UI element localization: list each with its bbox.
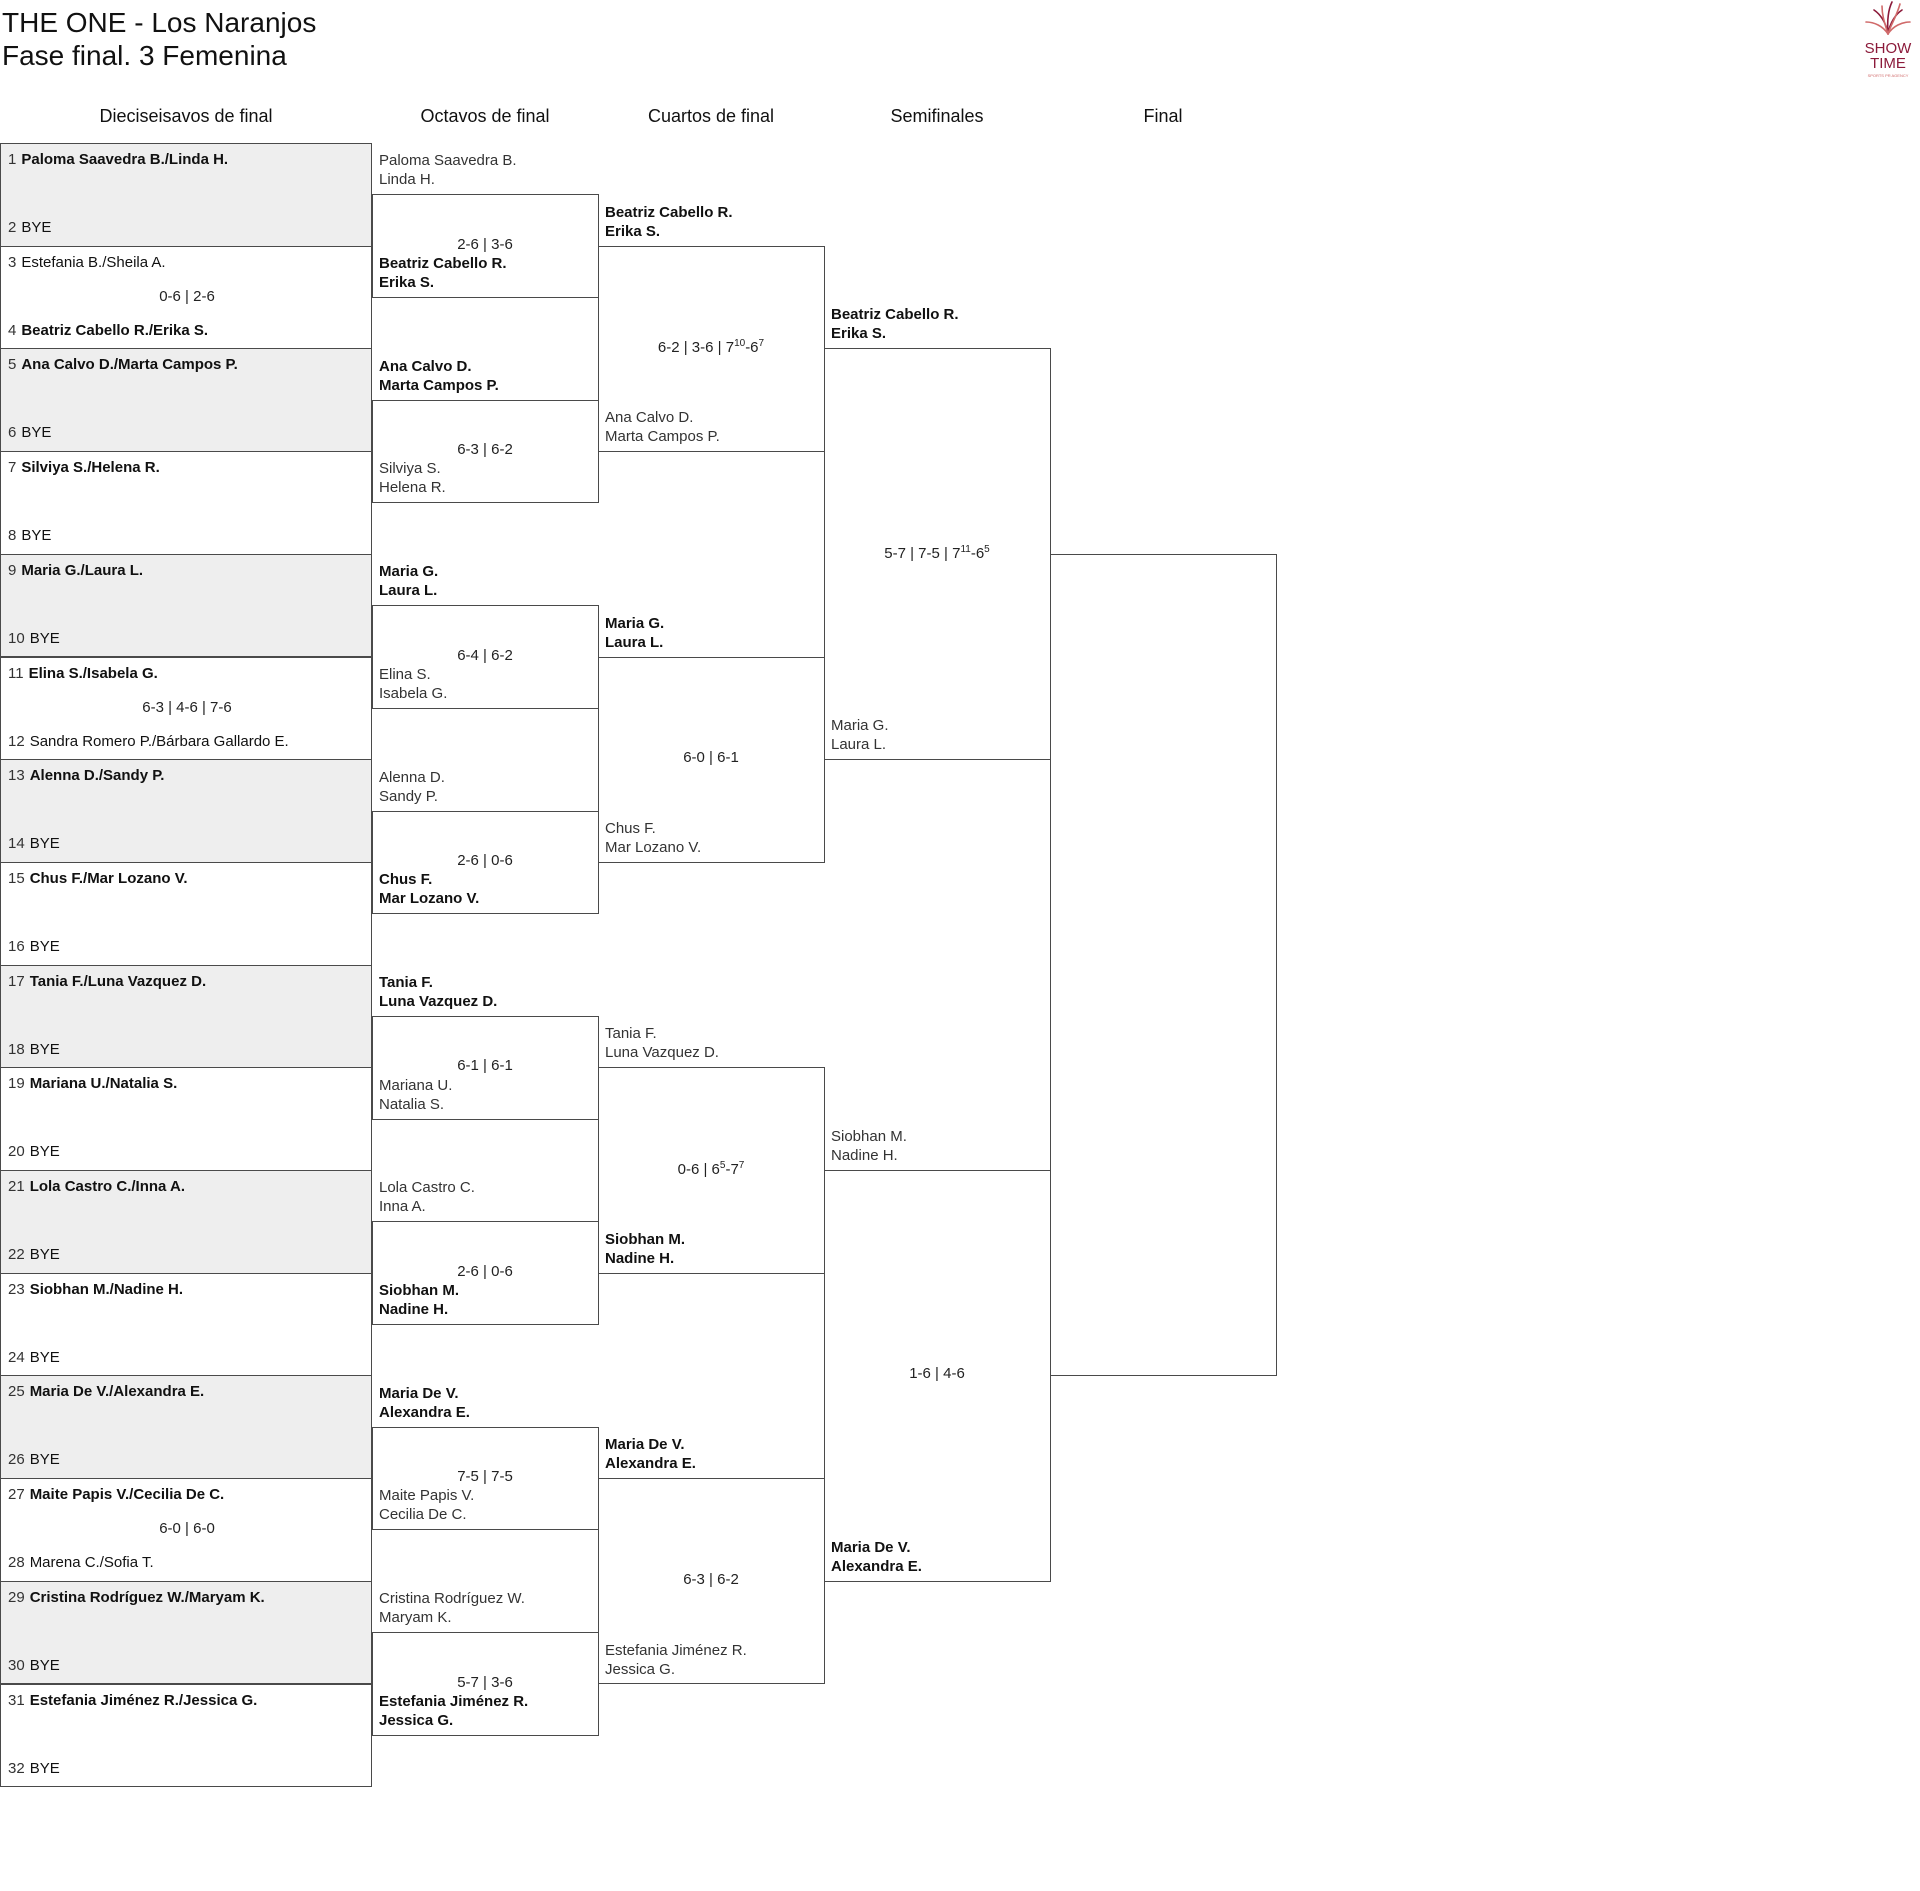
team-name: BYE (21, 527, 52, 545)
seed-number: 32 (8, 1759, 25, 1777)
r16-lower-team (379, 665, 447, 703)
team-name: Siobhan M./Nadine H. (29, 1280, 184, 1298)
seed-number: 18 (8, 1040, 25, 1058)
tiebreak-score: 7 (758, 338, 765, 350)
r32-entry (8, 630, 60, 647)
team-name: Ana Calvo D./Marta Campos P. (21, 356, 238, 374)
team-player-2: Erika S. (831, 325, 887, 343)
r32-entry (8, 219, 51, 236)
seed-number: 21 (8, 1178, 25, 1195)
team-player-2: Luna Vazquez D. (379, 992, 498, 1010)
sf-match-score (824, 1365, 1050, 1382)
r32-entry (8, 1281, 183, 1298)
team-player-2: Maryam K. (379, 1609, 452, 1627)
r16-upper-team (379, 357, 499, 395)
round-header-sf: Semifinales (890, 106, 984, 126)
team-player-1: Chus F. (379, 871, 433, 889)
r16-upper-team (379, 1178, 475, 1216)
r32-entry (8, 356, 238, 373)
seed-number: 6 (8, 424, 17, 442)
seed-number: 14 (8, 835, 25, 853)
team-player-1: Ana Calvo D. (605, 409, 694, 427)
team-player-1: Maria De V. (831, 1538, 911, 1556)
team-player-1: Cristina Rodríguez W. (379, 1590, 525, 1608)
team-player-1: Tania F. (379, 973, 433, 991)
r32-entry (8, 562, 143, 579)
team-player-2: Nadine H. (379, 1301, 449, 1319)
match-score: 6-0 | 6-0 (159, 1520, 215, 1538)
team-player-2: Inna A. (379, 1198, 426, 1216)
team-player-1: Lola Castro C. (379, 1179, 475, 1197)
sf-lower-team (831, 1538, 922, 1576)
set-score: -7 (725, 1161, 739, 1178)
team-player-1: Maria G. (605, 614, 665, 632)
qf-match-score (598, 1160, 824, 1178)
r16-upper-team (379, 1384, 470, 1422)
seed-number: 16 (8, 937, 25, 955)
round-header-final: Final (1143, 106, 1183, 126)
seed-number: 13 (8, 767, 25, 785)
tiebreak-score: 5 (984, 543, 990, 555)
r32-entry (8, 1246, 60, 1263)
r16-upper-team (379, 151, 517, 189)
team-player-1: Maria De V. (379, 1384, 459, 1402)
seed-number: 9 (8, 561, 17, 579)
match-score: 6-3 | 4-6 | 7-6 (142, 698, 232, 716)
team-player-1: Maite Papis V. (379, 1487, 475, 1505)
team-name: Silviya S./Helena R. (21, 459, 160, 477)
team-player-2: Mar Lozano V. (605, 838, 702, 856)
page-title (2, 6, 316, 72)
team-name: BYE (29, 1040, 60, 1058)
qf-upper-team (605, 614, 664, 652)
r32-entry (8, 459, 160, 476)
set-score: -6 (745, 339, 759, 357)
team-player-2: Mar Lozano V. (379, 890, 480, 908)
r32-entry (8, 665, 158, 682)
r32-match (0, 143, 372, 247)
team-name: Mariana U./Natalia S. (29, 1075, 178, 1093)
r16-match-score: 6-3 | 6-2 (457, 441, 513, 459)
team-player-1: Alenna D. (379, 768, 445, 786)
sf-upper-team (831, 1127, 907, 1165)
seed-number: 5 (8, 356, 17, 374)
r16-upper-team (379, 562, 438, 600)
seed-number: 7 (8, 459, 17, 477)
team-player-2: Helena R. (379, 479, 446, 497)
r32-entry (8, 1760, 60, 1777)
team-name: BYE (29, 629, 60, 647)
r16-match-score: 2-6 | 0-6 (457, 851, 513, 869)
team-player-2: Alexandra E. (605, 1455, 696, 1473)
team-player-2: Alexandra E. (379, 1403, 470, 1421)
team-player-2: Marta Campos P. (379, 376, 499, 394)
team-name: BYE (29, 835, 60, 853)
seed-number: 8 (8, 527, 17, 545)
team-name: BYE (29, 1656, 60, 1674)
r32-entry (8, 1692, 257, 1709)
r32-match (0, 1170, 372, 1274)
r32-match (0, 554, 372, 658)
r32-entry (8, 1349, 60, 1366)
qf-upper-team (605, 203, 733, 241)
svg-text:TIME: TIME (1870, 55, 1906, 72)
team-name: BYE (21, 424, 52, 442)
sf-match-score (824, 544, 1050, 562)
team-player-1: Silviya S. (379, 460, 441, 478)
seed-number: 10 (8, 629, 25, 647)
final-match-bracket (1050, 554, 1277, 1377)
team-player-1: Tania F. (605, 1025, 657, 1043)
seed-number: 24 (8, 1348, 25, 1366)
team-player-1: Mariana U. (379, 1076, 453, 1094)
qf-match-score (598, 749, 824, 766)
tournament-title: THE ONE - Los Naranjos (2, 7, 317, 38)
round-header-qf: Cuartos de final (647, 106, 775, 126)
showtime-logo (1856, 0, 1920, 84)
team-name: BYE (29, 1246, 60, 1263)
r16-match-score: 7-5 | 7-5 (457, 1468, 513, 1486)
tiebreak-score: 7 (738, 1160, 745, 1171)
sf-upper-team (831, 305, 959, 343)
team-player-1: Beatriz Cabello R. (831, 306, 959, 324)
team-player-1: Maria G. (831, 717, 889, 735)
r32-entry (8, 1075, 177, 1092)
team-player-1: Maria G. (379, 563, 439, 581)
team-name: Estefania B./Sheila A. (21, 253, 166, 271)
team-player-1: Beatriz Cabello R. (605, 203, 733, 221)
team-name: Maria G./Laura L. (21, 561, 144, 579)
team-name: Marena C./Sofia T. (29, 1554, 154, 1572)
r32-entry (8, 527, 51, 544)
r32-entry (8, 938, 60, 955)
team-name: BYE (29, 1759, 60, 1777)
team-name: BYE (29, 1348, 60, 1366)
r16-upper-team (379, 973, 497, 1011)
draw-subtitle: Fase final. 3 Femenina (2, 40, 287, 71)
r32-match (0, 1067, 372, 1171)
seed-number: 26 (8, 1451, 25, 1469)
r32-entry (8, 1486, 224, 1503)
r32-entry (8, 1143, 60, 1160)
set-score: 6-0 | 6-1 (683, 749, 739, 767)
r32-entry (8, 835, 60, 852)
team-player-2: Jessica G. (379, 1711, 454, 1729)
team-player-2: Laura L. (379, 582, 438, 600)
r32-entry (8, 733, 289, 750)
seed-number: 25 (8, 1383, 25, 1401)
qf-upper-team (605, 1435, 696, 1473)
qf-lower-team (605, 1230, 685, 1268)
r32-entry (8, 1451, 60, 1468)
team-name: Alenna D./Sandy P. (29, 767, 165, 785)
seed-number: 28 (8, 1554, 25, 1572)
seed-number: 30 (8, 1656, 25, 1674)
r32-match (0, 1478, 372, 1582)
team-name: BYE (29, 1451, 60, 1469)
r32-match (0, 1273, 372, 1377)
r32-entry (8, 322, 208, 339)
r16-lower-team (379, 1486, 474, 1524)
r32-entry (8, 870, 188, 887)
tiebreak-score: 5 (719, 1160, 726, 1171)
team-player-2: Laura L. (831, 736, 887, 754)
team-name: Elina S./Isabela G. (28, 664, 158, 682)
seed-number: 17 (8, 972, 25, 990)
seed-number: 20 (8, 1143, 25, 1161)
team-player-1: Chus F. (605, 819, 656, 837)
svg-text:SPORTS PR AGENCY: SPORTS PR AGENCY (1867, 73, 1909, 78)
team-player-2: Marta Campos P. (605, 428, 720, 446)
team-name: BYE (29, 1143, 60, 1161)
r16-lower-team (379, 254, 507, 292)
seed-number: 12 (8, 732, 25, 750)
team-name: Sandra Romero P./Bárbara Gallardo E. (29, 732, 289, 750)
r32-entry (8, 767, 164, 784)
team-name: Cristina Rodríguez W./Maryam K. (29, 1588, 265, 1606)
r32-entry (8, 424, 51, 441)
team-player-1: Siobhan M. (605, 1230, 685, 1248)
r16-match-score: 6-4 | 6-2 (457, 646, 513, 664)
qf-upper-team (605, 1024, 719, 1062)
r16-upper-team (379, 1589, 525, 1627)
r16-match-score: 2-6 | 0-6 (457, 1262, 513, 1280)
team-player-2: Laura L. (605, 633, 664, 651)
r32-match (0, 451, 372, 555)
r16-lower-team (379, 1692, 528, 1730)
r32-match (0, 1581, 372, 1685)
r32-match (0, 862, 372, 966)
round-header-r16: Octavos de final (420, 106, 550, 126)
r32-entry (8, 1589, 265, 1606)
match-score: 0-6 | 2-6 (159, 287, 215, 305)
seed-number: 27 (8, 1486, 25, 1504)
r32-entry (8, 254, 166, 271)
r16-upper-team (379, 768, 445, 806)
r16-lower-team (379, 870, 479, 908)
set-score: 1-6 | 4-6 (909, 1365, 965, 1383)
team-player-2: Jessica G. (605, 1660, 676, 1678)
r32-entry (8, 1178, 185, 1195)
team-player-2: Isabela G. (379, 684, 448, 702)
round-header-r32: Dieciseisavos de final (99, 106, 273, 126)
qf-lower-team (605, 408, 720, 446)
seed-number: 31 (8, 1691, 25, 1709)
seed-number: 15 (8, 869, 25, 887)
team-name: Chus F./Mar Lozano V. (29, 869, 188, 887)
seed-number: 22 (8, 1246, 25, 1263)
team-name: Estefania Jiménez R./Jessica G. (29, 1691, 258, 1709)
seed-number: 19 (8, 1075, 25, 1093)
tiebreak-score: 11 (960, 543, 971, 555)
team-name: Paloma Saavedra B./Linda H. (21, 151, 229, 168)
seed-number: 11 (8, 664, 24, 682)
team-player-2: Natalia S. (379, 1095, 445, 1113)
set-score: 6-3 | 6-2 (683, 1570, 739, 1588)
seed-number: 2 (8, 219, 17, 236)
set-score: 5-7 | 7-5 | 7 (884, 544, 961, 562)
r32-entry (8, 1657, 60, 1674)
r32-match (0, 759, 372, 863)
r16-match-score: 6-1 | 6-1 (457, 1057, 513, 1075)
r32-entry (8, 1041, 60, 1058)
team-name: Beatriz Cabello R./Erika S. (21, 321, 209, 339)
team-name: BYE (21, 219, 52, 236)
r32-match (0, 657, 372, 761)
team-player-2: Erika S. (379, 274, 435, 292)
r16-lower-team (379, 1076, 452, 1114)
r16-lower-team (379, 1281, 459, 1319)
r16-match-score: 2-6 | 3-6 (457, 235, 513, 253)
r16-lower-team (379, 459, 446, 497)
tiebreak-score: 10 (734, 338, 746, 350)
r32-entry (8, 973, 206, 990)
team-player-2: Cecilia De C. (379, 1506, 467, 1524)
team-player-1: Ana Calvo D. (379, 357, 472, 375)
qf-match-score (598, 338, 824, 356)
team-player-2: Nadine H. (831, 1147, 898, 1164)
qf-lower-team (605, 819, 701, 857)
team-player-2: Nadine H. (605, 1249, 675, 1267)
team-player-1: Estefania Jiménez R. (605, 1641, 747, 1659)
team-name: Maite Papis V./Cecilia De C. (29, 1486, 225, 1504)
qf-lower-team (605, 1641, 747, 1679)
seed-number: 23 (8, 1280, 25, 1298)
seed-number: 29 (8, 1588, 25, 1606)
team-player-1: Beatriz Cabello R. (379, 255, 507, 273)
r32-entry (8, 1383, 204, 1400)
sf-lower-team (831, 716, 889, 754)
r32-entry (8, 1554, 154, 1571)
team-player-2: Linda H. (379, 171, 435, 189)
r32-match (0, 965, 372, 1069)
r32-match (0, 1684, 372, 1788)
team-player-1: Estefania Jiménez R. (379, 1692, 529, 1710)
team-player-2: Luna Vazquez D. (605, 1044, 719, 1062)
team-player-1: Maria De V. (605, 1436, 685, 1454)
r32-match (0, 1375, 372, 1479)
set-score: 0-6 | 6 (677, 1161, 720, 1178)
team-name: Tania F./Luna Vazquez D. (29, 972, 207, 990)
team-player-1: Paloma Saavedra B. (379, 152, 517, 170)
team-player-2: Sandy P. (379, 787, 438, 805)
team-player-1: Siobhan M. (379, 1282, 459, 1300)
team-player-1: Siobhan M. (831, 1128, 907, 1145)
r32-match (0, 348, 372, 452)
seed-number: 3 (8, 253, 17, 271)
r16-match-score: 5-7 | 3-6 (457, 1673, 513, 1691)
seed-number: 4 (8, 321, 17, 339)
team-name: Maria De V./Alexandra E. (29, 1383, 205, 1401)
team-player-2: Alexandra E. (831, 1557, 922, 1575)
team-player-2: Erika S. (605, 222, 661, 240)
showtime-logo-mark (1856, 0, 1920, 84)
set-score: -6 (970, 544, 985, 562)
team-player-1: Elina S. (379, 665, 431, 683)
r32-match (0, 246, 372, 350)
svg-text:SHOW: SHOW (1864, 40, 1912, 57)
team-name: BYE (29, 937, 60, 955)
seed-number: 1 (8, 151, 17, 168)
r32-entry (8, 151, 228, 168)
qf-match-score (598, 1571, 824, 1588)
team-name: Lola Castro C./Inna A. (29, 1178, 185, 1195)
set-score: 6-2 | 3-6 | 7 (657, 339, 735, 357)
